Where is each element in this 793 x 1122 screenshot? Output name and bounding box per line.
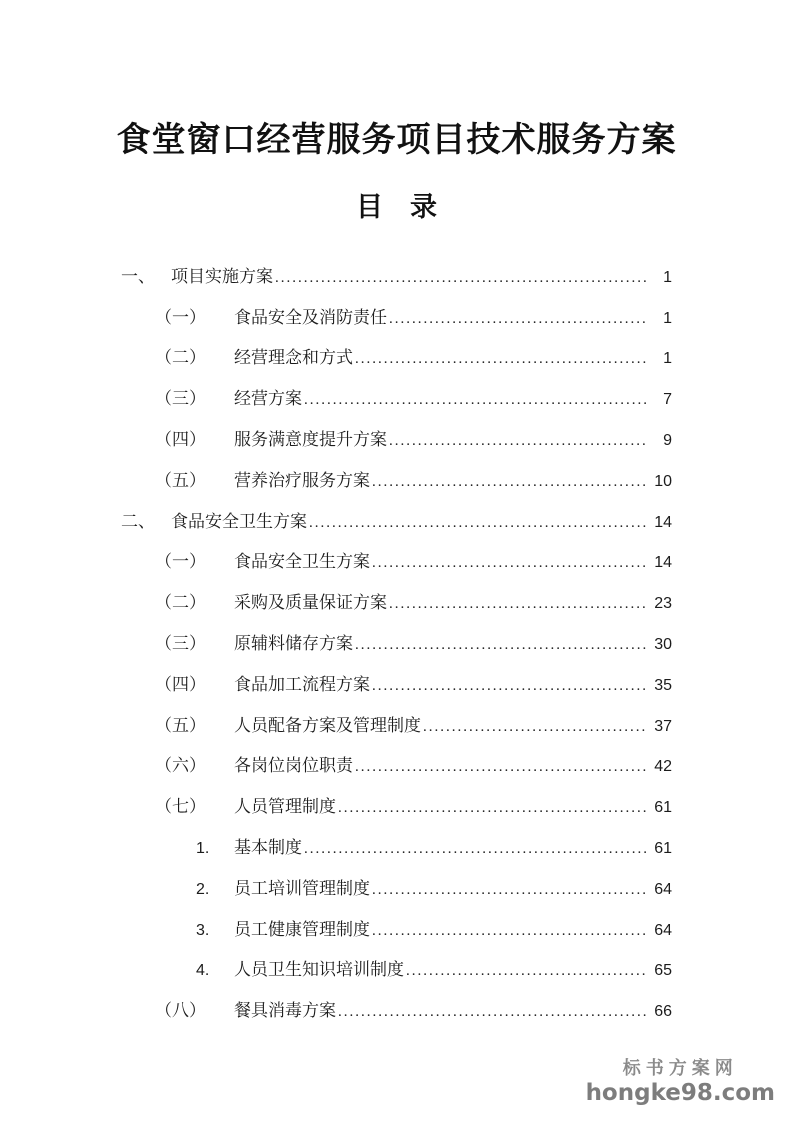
toc-entry-page: 65 [654,962,672,980]
toc-dot-leader [423,707,647,748]
toc-dot-leader [355,747,647,788]
watermark [586,1058,775,1106]
toc-dot-leader [304,829,647,870]
toc-entry-page: 23 [654,595,672,613]
toc-entry-page: 1 [663,268,672,286]
toc-entry-page: 66 [654,1003,672,1021]
document-title: 食堂窗口经营服务项目技术服务方案 [116,121,677,159]
toc-entry-page: 61 [654,799,672,817]
toc-dot-leader [304,380,647,421]
toc-dot-leader [338,788,647,829]
toc-entry-page: 61 [654,839,672,857]
toc-entry[interactable] [0,991,672,1032]
toc-entry[interactable] [0,869,672,910]
toc-entry-title: 基本制度 [234,837,302,857]
toc-entry-page: 35 [654,676,672,694]
toc-entry-page: 1 [663,309,672,327]
toc-heading: 目 录 [356,191,437,222]
toc-entry-label: 4. [196,962,210,980]
toc-entry-page: 10 [654,472,672,490]
toc-entry[interactable] [0,583,672,624]
toc-entry-title: 食品安全及消防责任 [234,307,387,327]
toc-entry-page: 42 [654,758,672,776]
toc-entry-label: （四） [155,429,206,449]
watermark-site-name: 标书方案网 [622,1058,738,1079]
toc-entry-label: 一、 [121,266,155,286]
toc-entry-title: 食品安全卫生方案 [234,552,370,572]
toc-entry-label: （一） [155,552,206,572]
toc-entry-label: 3. [196,921,210,939]
toc-entry-page: 14 [654,554,672,572]
toc-entry-label: 1. [196,839,210,857]
toc-entry[interactable] [0,461,672,502]
toc-entry[interactable] [0,379,672,420]
toc-list [0,257,793,1032]
toc-dot-leader [372,462,647,503]
toc-entry-title: 采购及质量保证方案 [234,593,387,613]
toc-entry[interactable] [0,338,672,379]
toc-entry-label: 2. [196,880,210,898]
toc-entry-label: 二、 [121,511,155,531]
toc-dot-leader [355,339,647,380]
toc-entry-page: 14 [654,513,672,531]
toc-dot-leader [372,666,647,707]
toc-entry[interactable] [0,624,672,665]
toc-entry-title: 员工培训管理制度 [234,878,370,898]
toc-entry-label: （二） [155,593,206,613]
toc-entry-title: 人员配备方案及管理制度 [234,715,421,735]
toc-entry[interactable] [0,828,672,869]
toc-dot-leader [309,503,647,544]
toc-dot-leader [389,421,647,462]
toc-dot-leader [372,870,647,911]
toc-entry-title: 营养治疗服务方案 [234,470,370,490]
toc-dot-leader [406,951,647,992]
toc-entry[interactable] [0,257,672,298]
toc-entry[interactable] [0,910,672,951]
toc-entry-label: （三） [155,389,206,409]
toc-entry[interactable] [0,542,672,583]
toc-entry-page: 64 [654,880,672,898]
toc-entry-title: 服务满意度提升方案 [234,429,387,449]
toc-entry-label: （五） [155,715,206,735]
toc-entry[interactable] [0,950,672,991]
toc-entry[interactable] [0,298,672,339]
toc-dot-leader [372,543,647,584]
watermark-site-url: hongke98.com [585,1080,775,1106]
toc-entry-title: 经营理念和方式 [234,348,353,368]
toc-dot-leader [389,299,647,340]
toc-entry[interactable] [0,787,672,828]
toc-entry-label: （三） [155,633,206,653]
toc-entry-title: 食品安全卫生方案 [171,511,307,531]
toc-dot-leader [275,258,647,299]
toc-entry-label: （五） [155,470,206,490]
toc-entry[interactable] [0,706,672,747]
toc-entry-label: （四） [155,674,206,694]
toc-entry[interactable] [0,420,672,461]
toc-entry-title: 项目实施方案 [171,266,273,286]
toc-entry-page: 1 [663,350,672,368]
toc-entry-label: （七） [155,797,206,817]
toc-entry-label: （六） [155,756,206,776]
toc-entry-title: 人员管理制度 [234,797,336,817]
toc-entry-page: 64 [654,921,672,939]
toc-entry-title: 人员卫生知识培训制度 [234,960,404,980]
toc-entry-page: 7 [663,391,672,409]
toc-entry-page: 9 [663,431,672,449]
toc-entry-title: 食品加工流程方案 [234,674,370,694]
toc-dot-leader [338,992,647,1033]
toc-dot-leader [389,584,647,625]
toc-entry[interactable] [0,746,672,787]
toc-dot-leader [372,911,647,952]
toc-entry-title: 原辅料储存方案 [234,633,353,653]
toc-entry-title: 员工健康管理制度 [234,919,370,939]
toc-dot-leader [355,625,647,666]
toc-entry-title: 经营方案 [234,389,302,409]
toc-entry-title: 各岗位岗位职责 [234,756,353,776]
toc-entry-label: （二） [155,348,206,368]
toc-entry-page: 37 [654,717,672,735]
toc-entry[interactable] [0,665,672,706]
toc-entry-title: 餐具消毒方案 [234,1001,336,1021]
toc-entry-label: （一） [155,307,206,327]
toc-entry[interactable] [0,502,672,543]
toc-entry-page: 30 [654,635,672,653]
toc-entry-label: （八） [155,1001,206,1021]
